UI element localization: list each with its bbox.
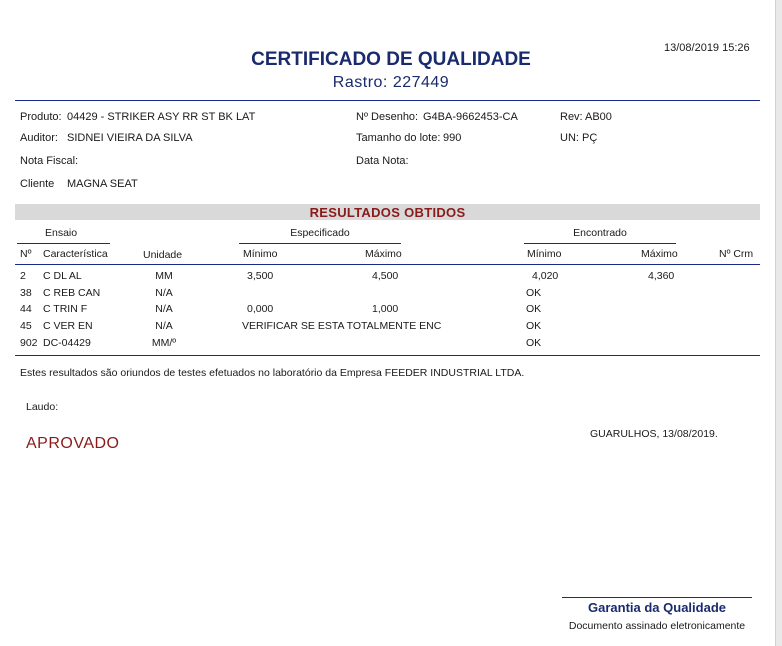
col-minimo: Mínimo (243, 248, 278, 260)
especificado-underline (239, 243, 401, 244)
header-divider (15, 100, 760, 101)
col-num: Nº (20, 248, 32, 260)
row-unidade: N/A (155, 320, 173, 332)
encontrado-underline (524, 243, 676, 244)
auditor-value: SIDNEI VIEIRA DA SILVA (67, 132, 193, 144)
col-crm: Nº Crm (719, 248, 754, 260)
print-datetime: 13/08/2019 15:26 (664, 42, 750, 54)
row-enc-minimo: OK (526, 337, 542, 349)
produto-value: 04429 - STRIKER ASY RR ST BK LAT (67, 111, 256, 123)
row-unidade: MM (155, 270, 173, 282)
row-enc-minimo: 4,020 (532, 270, 559, 282)
laudo-result: APROVADO (26, 435, 120, 452)
signature-line (562, 597, 752, 598)
lab-note: Estes resultados são oriundos de testes efetuados no laboratório da Empresa FEEDER INDUSTRIAL LTDA. (20, 367, 525, 379)
row-enc-minimo: OK (526, 287, 542, 299)
row-caracteristica: C VER EN (43, 320, 93, 332)
lote-label: Tamanho do lote: (356, 132, 441, 144)
desenho-label: Nº Desenho: (356, 111, 419, 123)
table-bottom-divider (15, 355, 760, 356)
row-minimo: 0,000 (247, 303, 274, 315)
col-unidade: Unidade (143, 249, 183, 261)
col-enc-minimo: Mínimo (527, 248, 562, 260)
rastro-number: Rastro: 227449 (332, 74, 450, 91)
un-value: PÇ (582, 132, 598, 144)
group-encontrado: Encontrado (573, 227, 627, 239)
row-num: 902 (20, 337, 38, 349)
location-date: GUARULHOS, 13/08/2019. (590, 428, 718, 440)
row-num: 45 (20, 320, 32, 332)
lote-value: 990 (443, 132, 462, 144)
laudo-label: Laudo: (26, 401, 59, 413)
row-maximo: 4,500 (372, 270, 399, 282)
row-enc-minimo: OK (526, 320, 542, 332)
row-unidade: N/A (155, 287, 173, 299)
results-title: RESULTADOS OBTIDOS (309, 205, 466, 220)
desenho-value: G4BA-9662453-CA (423, 111, 518, 123)
cliente-label: Cliente (20, 178, 55, 190)
row-num: 2 (20, 270, 26, 282)
document-title: CERTIFICADO DE QUALIDADE (251, 49, 531, 70)
results-bar (15, 204, 760, 220)
rev-label: Rev: (560, 111, 583, 123)
col-enc-maximo: Máximo (641, 248, 678, 260)
auditor-label: Auditor: (20, 132, 58, 144)
table-header-divider (15, 264, 760, 265)
row-maximo: 1,000 (372, 303, 399, 315)
data-nota-label: Data Nota: (356, 155, 409, 167)
row-minimo: 3,500 (247, 270, 274, 282)
row-enc-minimo: OK (526, 303, 542, 315)
row-unidade: N/A (155, 303, 173, 315)
signature-note: Documento assinado eletronicamente (568, 620, 746, 632)
produto-label: Produto: (20, 111, 62, 123)
row-caracteristica: DC-04429 (43, 337, 91, 349)
nota-fiscal-label: Nota Fiscal: (20, 155, 79, 167)
row-caracteristica: C REB CAN (43, 287, 101, 299)
rev-value: AB00 (585, 111, 612, 123)
cliente-value: MAGNA SEAT (67, 178, 138, 190)
group-especificado: Especificado (290, 227, 350, 239)
garantia-title: Garantia da Qualidade (588, 600, 726, 615)
ensaio-underline (17, 243, 110, 244)
col-maximo: Máximo (365, 248, 402, 260)
col-caracteristica: Característica (43, 248, 108, 260)
row-caracteristica: C DL AL (43, 270, 82, 282)
row-enc-maximo: 4,360 (648, 270, 675, 282)
row-caracteristica: C TRIN F (43, 303, 88, 315)
row-spec-text: VERIFICAR SE ESTA TOTALMENTE ENC (242, 320, 442, 332)
group-ensaio: Ensaio (45, 227, 78, 239)
row-num: 38 (20, 287, 32, 299)
row-unidade: MM/º (151, 337, 177, 349)
row-num: 44 (20, 303, 32, 315)
un-label: UN: (560, 132, 579, 144)
vertical-scrollbar[interactable] (775, 0, 782, 646)
